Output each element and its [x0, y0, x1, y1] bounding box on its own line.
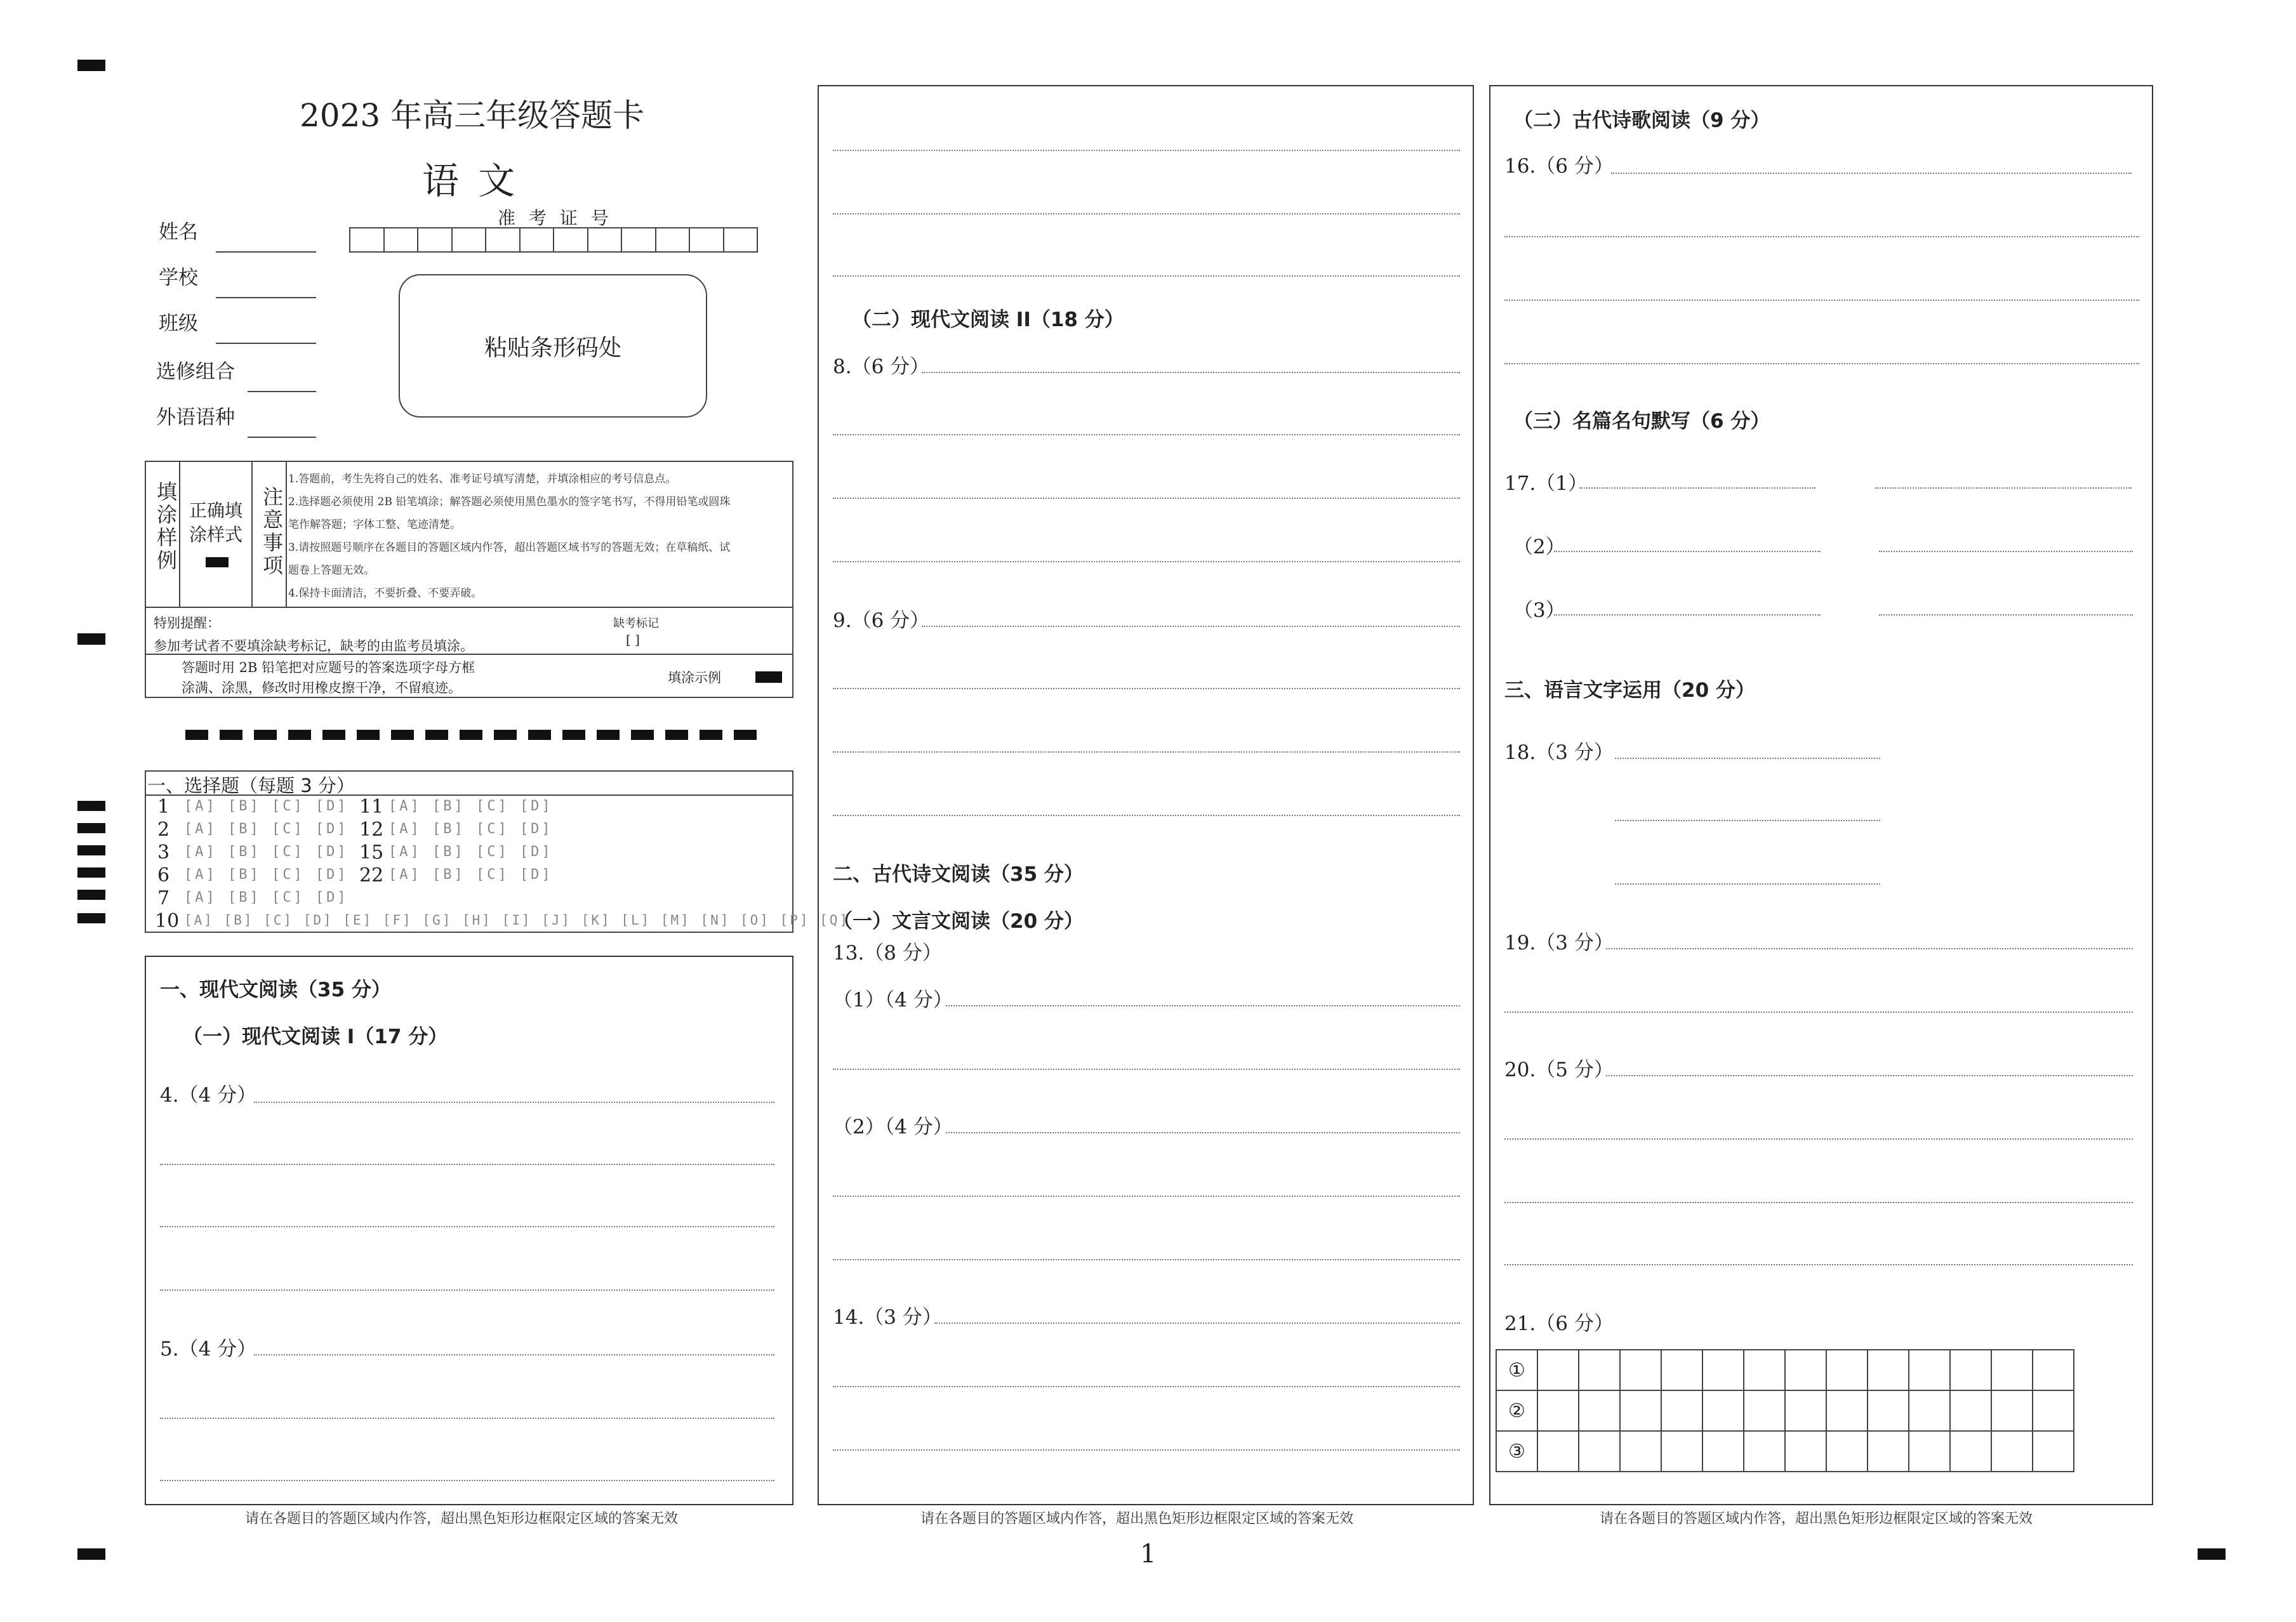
name-input-line[interactable] — [216, 251, 316, 253]
question-14: 14.（3 分） — [833, 1306, 942, 1329]
grid-cell[interactable] — [1578, 1349, 1621, 1391]
answer-line[interactable] — [1606, 948, 2133, 949]
notes-label: 注意事项 — [260, 486, 284, 577]
elective-input-line[interactable] — [248, 391, 316, 392]
answer-line[interactable] — [1615, 758, 1880, 759]
answer-line[interactable] — [160, 1480, 774, 1481]
answer-line[interactable] — [1504, 1202, 2133, 1203]
answer-line[interactable] — [1579, 487, 1815, 489]
note-line: 2.选择题必须使用 2B 铅笔填涂；解答题必须使用黑色墨水的签字笔书写，不得用铅笔或圆珠 — [288, 496, 731, 508]
choice-q-number: 22 — [359, 864, 384, 887]
subsection-title: （三）名篇名句默写（6 分） — [1513, 410, 1770, 433]
timing-mark — [77, 845, 105, 855]
note-line: 题卷上答题无效。 — [288, 564, 375, 577]
note-line: 1.答题前，考生先将自己的姓名、准考证号填写清楚，并填涂相应的考号信息点。 — [288, 473, 677, 485]
answer-line[interactable] — [254, 1102, 774, 1103]
grid-cell[interactable] — [1867, 1430, 1909, 1472]
answer-line[interactable] — [833, 1259, 1460, 1260]
choice-options[interactable]: [A] [B] [C] [D] — [184, 798, 348, 814]
grid-cell[interactable] — [1784, 1390, 1827, 1432]
answer-area-col2 — [818, 85, 1474, 1505]
timing-mark — [77, 633, 105, 645]
fill-sample-label: 填涂样例 — [154, 481, 178, 572]
footer-note: 请在各题目的答题区域内作答，超出黑色矩形边框限定区域的答案无效 — [920, 1511, 1354, 1527]
subsection-title: （二）古代诗歌阅读（9 分） — [1513, 109, 1770, 132]
answer-line[interactable] — [1504, 236, 2139, 237]
exam-id-boxes[interactable] — [349, 227, 758, 253]
answer-line[interactable] — [1879, 614, 2133, 616]
answer-line[interactable] — [833, 213, 1460, 214]
grid-cell[interactable] — [1619, 1349, 1662, 1391]
answer-line[interactable] — [833, 1386, 1460, 1387]
grid-cell[interactable] — [1702, 1390, 1744, 1432]
grid-cell[interactable] — [1991, 1430, 2033, 1472]
choice-q-number: 12 — [359, 819, 384, 841]
fill-example-label: 填涂示例 — [668, 670, 721, 685]
question-4: 4.（4 分） — [160, 1084, 257, 1107]
answer-line[interactable] — [833, 1069, 1460, 1070]
subsection-title: （一）现代文阅读 I（17 分） — [183, 1025, 448, 1048]
grid-cell[interactable] — [1991, 1390, 2033, 1432]
grid-cell[interactable] — [1991, 1349, 2033, 1391]
answer-line[interactable] — [1615, 883, 1880, 885]
page-number: 1 — [1140, 1540, 1157, 1569]
grid-cell[interactable] — [1743, 1390, 1786, 1432]
timing-mark — [77, 60, 105, 71]
answer-line[interactable] — [1879, 551, 2133, 552]
grid-cell[interactable] — [1537, 1430, 1579, 1472]
choice-q-number: 15 — [359, 841, 384, 864]
choice-options[interactable]: [A] [B] [C] [D] — [184, 844, 348, 860]
school-input-line[interactable] — [216, 297, 316, 298]
grid-cell[interactable] — [1949, 1430, 1992, 1472]
question-17-2: （2） — [1513, 536, 1565, 558]
language-input-line[interactable] — [248, 437, 316, 438]
grid-cell[interactable] — [1743, 1349, 1786, 1391]
choice-q-number: 3 — [157, 841, 170, 864]
timing-mark — [77, 867, 105, 878]
grid-cell[interactable] — [1743, 1430, 1786, 1472]
answer-line[interactable] — [1615, 820, 1880, 821]
grid-cell[interactable] — [1908, 1390, 1951, 1432]
grid-cell[interactable] — [1949, 1349, 1992, 1391]
grid-cell[interactable] — [1867, 1349, 1909, 1391]
choice-options[interactable]: [A] [B] [C] [D] — [184, 867, 348, 883]
field-label-language: 外语语种 — [156, 406, 235, 429]
answer-line[interactable] — [833, 815, 1460, 816]
note-line: 4.保持卡面清洁，不要折叠、不要弄破。 — [288, 587, 482, 600]
grid-cell[interactable] — [1826, 1430, 1868, 1472]
correct-fill-label: 正确填涂样式 — [189, 500, 242, 545]
subject-title: 语 文 — [422, 159, 519, 202]
pencil-text: 涂满、涂黑，修改时用橡皮擦干净，不留痕迹。 — [182, 680, 461, 696]
grid-cell[interactable] — [1826, 1349, 1868, 1391]
question-13-2: （2）（4 分） — [833, 1116, 953, 1138]
question-19: 19.（3 分） — [1504, 932, 1614, 954]
timing-mark — [2198, 1548, 2226, 1560]
answer-line[interactable] — [833, 150, 1460, 151]
card-title: 2023 年高三年级答题卡 — [300, 97, 645, 134]
question-20: 20.（5 分） — [1504, 1058, 1614, 1081]
answer-line[interactable] — [922, 626, 1460, 627]
choice-options[interactable]: [A] [B] [C] [D] [E] [F] [G] [H] [I] [J] [K] [L] [M] [N] [O] [P] [Q] — [184, 913, 850, 928]
absent-label: 缺考标记 — [613, 617, 659, 630]
grid-cell[interactable] — [1661, 1349, 1703, 1391]
answer-line[interactable] — [833, 275, 1460, 277]
question-17-1: 17.（1） — [1504, 472, 1588, 495]
choice-q-number: 10 — [155, 910, 180, 932]
answer-line[interactable] — [934, 1322, 1460, 1324]
choice-options[interactable]: [A] [B] [C] [D] — [388, 821, 553, 837]
answer-line[interactable] — [1554, 551, 1821, 552]
timing-mark — [77, 801, 105, 811]
fill-example-mark — [755, 671, 782, 683]
sync-dash-row — [185, 730, 757, 740]
timing-mark — [77, 823, 105, 833]
answer-line[interactable] — [922, 372, 1460, 373]
section-title: 三、语言文字运用（20 分） — [1504, 679, 1755, 702]
barcode-label: 粘贴条形码处 — [484, 334, 621, 361]
grid-cell[interactable] — [1537, 1349, 1579, 1391]
choice-options[interactable]: [A] [B] [C] [D] — [388, 844, 553, 860]
answer-line[interactable] — [160, 1289, 774, 1291]
timing-mark — [77, 913, 105, 923]
question-9: 9.（6 分） — [833, 609, 930, 632]
question-8: 8.（6 分） — [833, 355, 930, 378]
grid-cell[interactable] — [1784, 1349, 1827, 1391]
grid-cell[interactable] — [1578, 1430, 1621, 1472]
grid-cell[interactable] — [1537, 1390, 1579, 1432]
field-label-school: 学校 — [159, 267, 198, 289]
barcode-area — [399, 274, 707, 418]
grid-cell[interactable] — [2032, 1390, 2074, 1432]
answer-line[interactable] — [833, 561, 1460, 562]
question-18: 18.（3 分） — [1504, 741, 1614, 764]
choice-q-number: 7 — [157, 887, 170, 909]
grid-cell[interactable] — [1578, 1390, 1621, 1432]
choice-options[interactable]: [A] [B] [C] [D] — [184, 821, 348, 837]
timing-mark — [77, 890, 105, 900]
answer-line[interactable] — [160, 1164, 774, 1165]
grid-cell[interactable] — [1619, 1430, 1662, 1472]
grid-cell[interactable] — [1784, 1430, 1827, 1472]
question-13: 13.（8 分） — [833, 942, 942, 965]
note-line: 笔作解答题；字体工整、笔迹清楚。 — [288, 518, 461, 531]
subsection-title: （二）现代文阅读 II（18 分） — [852, 308, 1124, 331]
section-title: 一、现代文阅读（35 分） — [160, 979, 391, 1001]
grid-cell[interactable] — [2032, 1430, 2074, 1472]
exam-id-label: 准 考 证 号 — [498, 208, 613, 228]
footer-note: 请在各题目的答题区域内作答，超出黑色矩形边框限定区域的答案无效 — [245, 1511, 679, 1527]
choice-q-number: 6 — [157, 864, 170, 887]
grid-cell[interactable] — [1949, 1390, 1992, 1432]
note-line: 3.请按照题号顺序在各题目的答题区域内作答，超出答题区域书写的答题无效；在草稿纸、试 — [288, 541, 731, 554]
answer-line[interactable] — [254, 1354, 774, 1355]
answer-line[interactable] — [1504, 1264, 2133, 1265]
answer-line[interactable] — [946, 1132, 1460, 1133]
answer-line[interactable] — [833, 434, 1460, 435]
answer-area-col1 — [145, 956, 793, 1505]
grid-row-label: ② — [1496, 1390, 1538, 1432]
grid-cell[interactable] — [1826, 1390, 1868, 1432]
choice-options[interactable]: [A] [B] [C] [D] — [184, 890, 348, 906]
subsection-title: （一）文言文阅读（20 分） — [833, 910, 1084, 933]
choice-options[interactable]: [A] [B] [C] [D] — [388, 798, 553, 814]
grid-cell[interactable] — [1702, 1349, 1744, 1391]
question-21: 21.（6 分） — [1504, 1312, 1614, 1335]
absent-checkbox[interactable]: [ ] — [626, 632, 640, 647]
field-label-name: 姓名 — [159, 221, 198, 244]
answer-line[interactable] — [1611, 173, 2132, 174]
answer-line[interactable] — [833, 751, 1460, 753]
special-title: 特别提醒： — [154, 616, 220, 631]
question-17-3: （3） — [1513, 599, 1565, 622]
choice-title: 一、选择题（每题 3 分） — [147, 775, 355, 796]
field-label-class: 班级 — [159, 312, 198, 335]
grid-cell[interactable] — [1661, 1430, 1703, 1472]
answer-line[interactable] — [1606, 1075, 2133, 1076]
answer-line[interactable] — [833, 688, 1460, 689]
answer-line[interactable] — [833, 498, 1460, 499]
footer-note: 请在各题目的答题区域内作答，超出黑色矩形边框限定区域的答案无效 — [1600, 1511, 2033, 1527]
choice-q-number: 1 — [157, 796, 170, 818]
choice-options[interactable]: [A] [B] [C] [D] — [388, 867, 553, 883]
timing-mark — [77, 1548, 105, 1560]
answer-line[interactable] — [833, 1196, 1460, 1197]
grid-cell[interactable] — [1867, 1390, 1909, 1432]
grid-cell[interactable] — [1661, 1390, 1703, 1432]
field-label-elective: 选修组合 — [156, 360, 235, 383]
question-16: 16.（6 分） — [1504, 155, 1614, 178]
instructions-box — [145, 461, 793, 698]
answer-line[interactable] — [1554, 614, 1821, 616]
answer-line[interactable] — [833, 1449, 1460, 1451]
choice-section — [145, 770, 850, 933]
answer-line[interactable] — [1504, 363, 2139, 364]
choice-q-number: 11 — [359, 796, 384, 818]
answer-line[interactable] — [1504, 1012, 2133, 1013]
grid-cell[interactable] — [2032, 1349, 2074, 1391]
choice-q-number: 2 — [157, 819, 170, 841]
grid-cell[interactable] — [1702, 1430, 1744, 1472]
special-text: 参加考试者不要填涂缺考标记，缺考的由监考员填涂。 — [154, 638, 474, 654]
correct-fill-mark — [206, 557, 229, 567]
class-input-line[interactable] — [216, 343, 316, 344]
question-13-1: （1）（4 分） — [833, 989, 953, 1012]
grid-cell[interactable] — [1908, 1349, 1951, 1391]
answer-area-col3 — [1489, 85, 2153, 1505]
grid-cell[interactable] — [1619, 1390, 1662, 1432]
answer-line[interactable] — [1504, 300, 2139, 301]
answer-line[interactable] — [1504, 1138, 2133, 1140]
grid-row-label: ① — [1496, 1349, 1538, 1391]
question-5: 5.（4 分） — [160, 1338, 257, 1361]
grid-cell[interactable] — [1908, 1430, 1951, 1472]
answer-line[interactable] — [946, 1005, 1460, 1006]
section-title: 二、古代诗文阅读（35 分） — [833, 863, 1084, 886]
grid-row-label: ③ — [1496, 1430, 1538, 1472]
answer-line[interactable] — [1875, 487, 2132, 489]
pencil-text: 答题时用 2B 铅笔把对应题号的答案选项字母方框 — [182, 660, 475, 675]
answer-line[interactable] — [160, 1418, 774, 1419]
answer-line[interactable] — [160, 1226, 774, 1227]
